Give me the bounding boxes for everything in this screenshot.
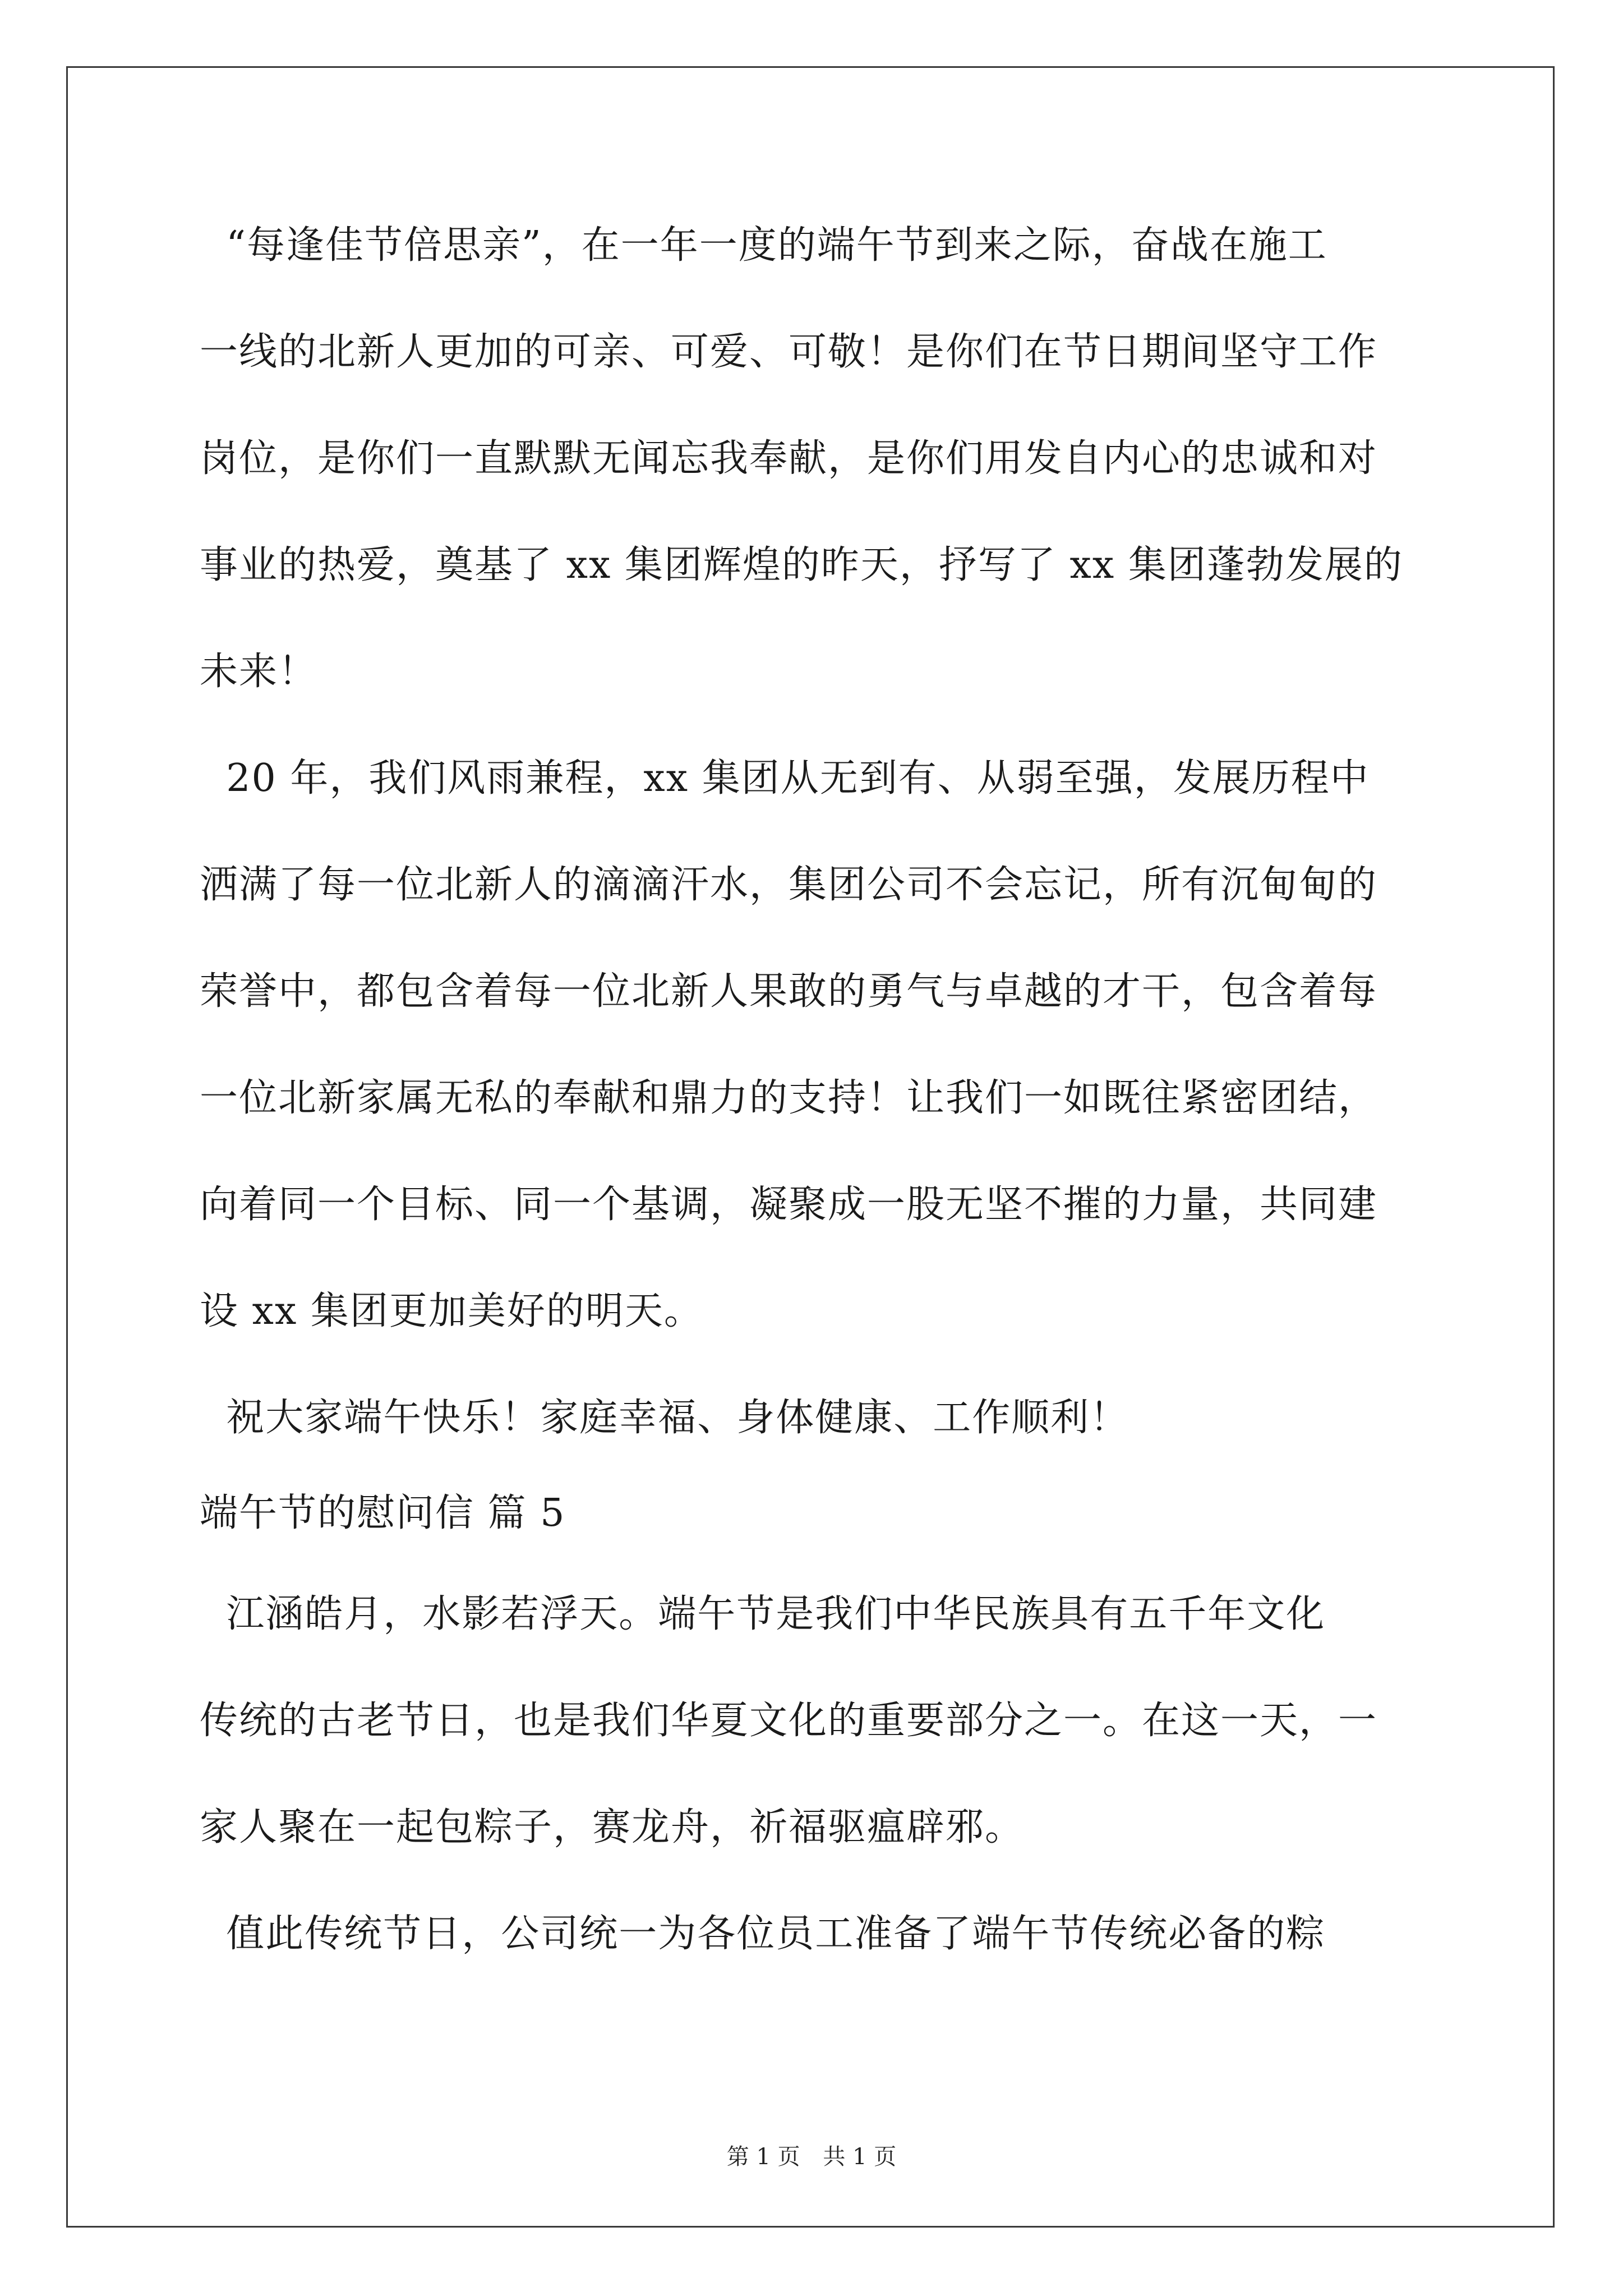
page-border <box>66 66 1555 2228</box>
text-line: 值此传统节日，公司统一为各位员工准备了端午节传统必备的粽 <box>200 1912 1326 1956</box>
text-line: 家人聚在一起包粽子，赛龙舟，祈福驱瘟辟邪。 <box>200 1805 1025 1849</box>
section-heading: 端午节的慰问信 篇 5 <box>200 1491 566 1535</box>
text-line: “每逢佳节倍思亲”，在一年一度的端午节到来之际，奋战在施工 <box>200 223 1327 268</box>
text-line: 事业的热爱，奠基了 xx 集团辉煌的昨天，抒写了 xx 集团蓬勃发展的 <box>200 543 1403 587</box>
text-line: 洒满了每一位北新人的滴滴汗水，集团公司不会忘记，所有沉甸甸的 <box>200 863 1378 907</box>
page-footer <box>0 2143 1623 2171</box>
text-line: 20 年，我们风雨兼程，xx 集团从无到有、从弱至强，发展历程中 <box>200 756 1370 800</box>
text-line: 未来！ <box>200 650 318 694</box>
page-number: 第 1 页 <box>726 2144 800 2170</box>
text-line: 一线的北新人更加的可亲、可爱、可敬！是你们在节日期间坚守工作 <box>200 330 1378 374</box>
text-line: 荣誉中，都包含着每一位北新人果敢的勇气与卓越的才干，包含着每 <box>200 969 1378 1014</box>
text-line: 江涵皓月，水影若浮天。端午节是我们中华民族具有五千年文化 <box>200 1592 1326 1636</box>
text-line: 一位北新家属无私的奉献和鼎力的支持！让我们一如既往紧密团结， <box>200 1076 1378 1120</box>
text-line: 岗位，是你们一直默默无闻忘我奉献，是你们用发自内心的忠诚和对 <box>200 436 1378 481</box>
page-total: 共 1 页 <box>823 2144 897 2170</box>
text-line: 向着同一个目标、同一个基调，凝聚成一股无坚不摧的力量，共同建 <box>200 1182 1378 1227</box>
text-line: 传统的古老节日，也是我们华夏文化的重要部分之一。在这一天，一 <box>200 1699 1378 1743</box>
text-line: 设 xx 集团更加美好的明天。 <box>200 1289 703 1333</box>
text-line: 祝大家端午快乐！家庭幸福、身体健康、工作顺利！ <box>200 1396 1129 1440</box>
